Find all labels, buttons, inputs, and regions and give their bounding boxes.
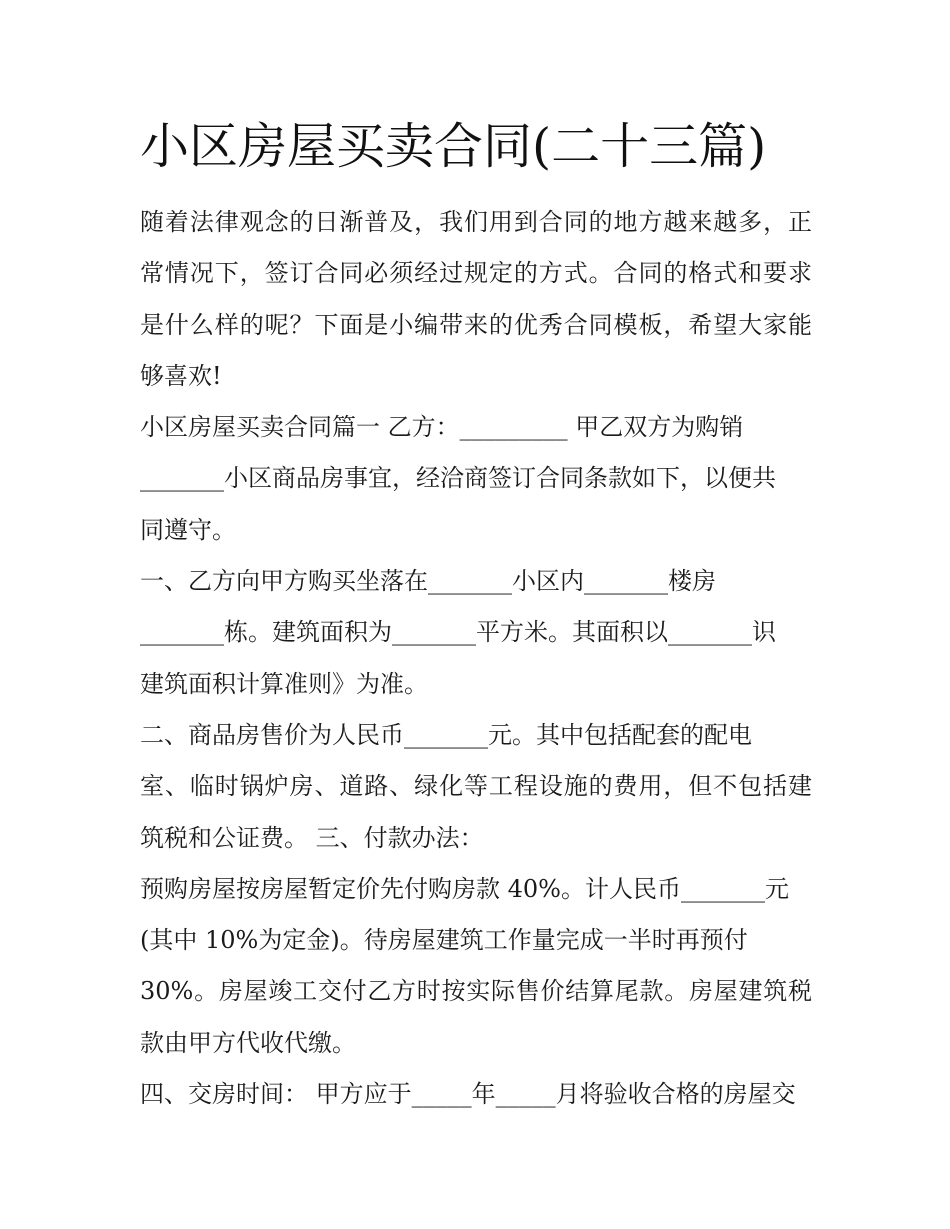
paragraph-line: 建筑面积计算准则》为准。 xyxy=(140,669,428,698)
paragraph-line: 同遵守。 xyxy=(140,515,236,544)
document-title: 小区房屋买卖合同(二十三篇) xyxy=(140,118,767,175)
paragraph-line: 够喜欢! xyxy=(140,361,222,390)
paragraph-line: 室、临时锅炉房、道路、绿化等工程设施的费用，但不包括建 xyxy=(140,772,812,801)
paragraph-line: 是什么样的呢？下面是小编带来的优秀合同模板，希望大家能 xyxy=(140,310,812,339)
paragraph-line: (其中 10%为定金)。待房屋建筑工作量完成一半时再预付 xyxy=(140,926,748,955)
paragraph-line: 款由甲方代收代缴。 xyxy=(140,1028,356,1057)
paragraph-line: 随着法律观念的日渐普及，我们用到合同的地方越来越多，正 xyxy=(140,208,812,236)
paragraph-line: 一、乙方向甲方购买坐落在_______小区内_______楼房 xyxy=(140,567,716,596)
paragraph-line: 四、交房时间： 甲方应于_____年_____月将验收合格的房屋交 xyxy=(140,1080,796,1109)
paragraph-line: _______栋。建筑面积为_______平方米。其面积以_______识 xyxy=(140,618,776,647)
paragraph-line: 筑税和公证费。 三、付款办法： xyxy=(140,823,484,852)
paragraph-line: 预购房屋按房屋暂定价先付购房款 40%。计人民币_______元 xyxy=(140,874,789,903)
paragraph-line: 常情况下，签订合同必须经过规定的方式。合同的格式和要求 xyxy=(140,259,812,288)
paragraph-line: _______小区商品房事宜，经洽商签订合同条款如下，以便共 xyxy=(140,464,776,493)
paragraph-line: 小区房屋买卖合同篇一 乙方：_________ 甲乙双方为购销 xyxy=(140,413,744,442)
document-body xyxy=(140,197,812,1120)
paragraph-line: 30%。房屋竣工交付乙方时按实际售价结算尾款。房屋建筑税 xyxy=(140,977,812,1006)
paragraph-line: 二、商品房售价为人民币_______元。其中包括配套的配电 xyxy=(140,720,752,749)
